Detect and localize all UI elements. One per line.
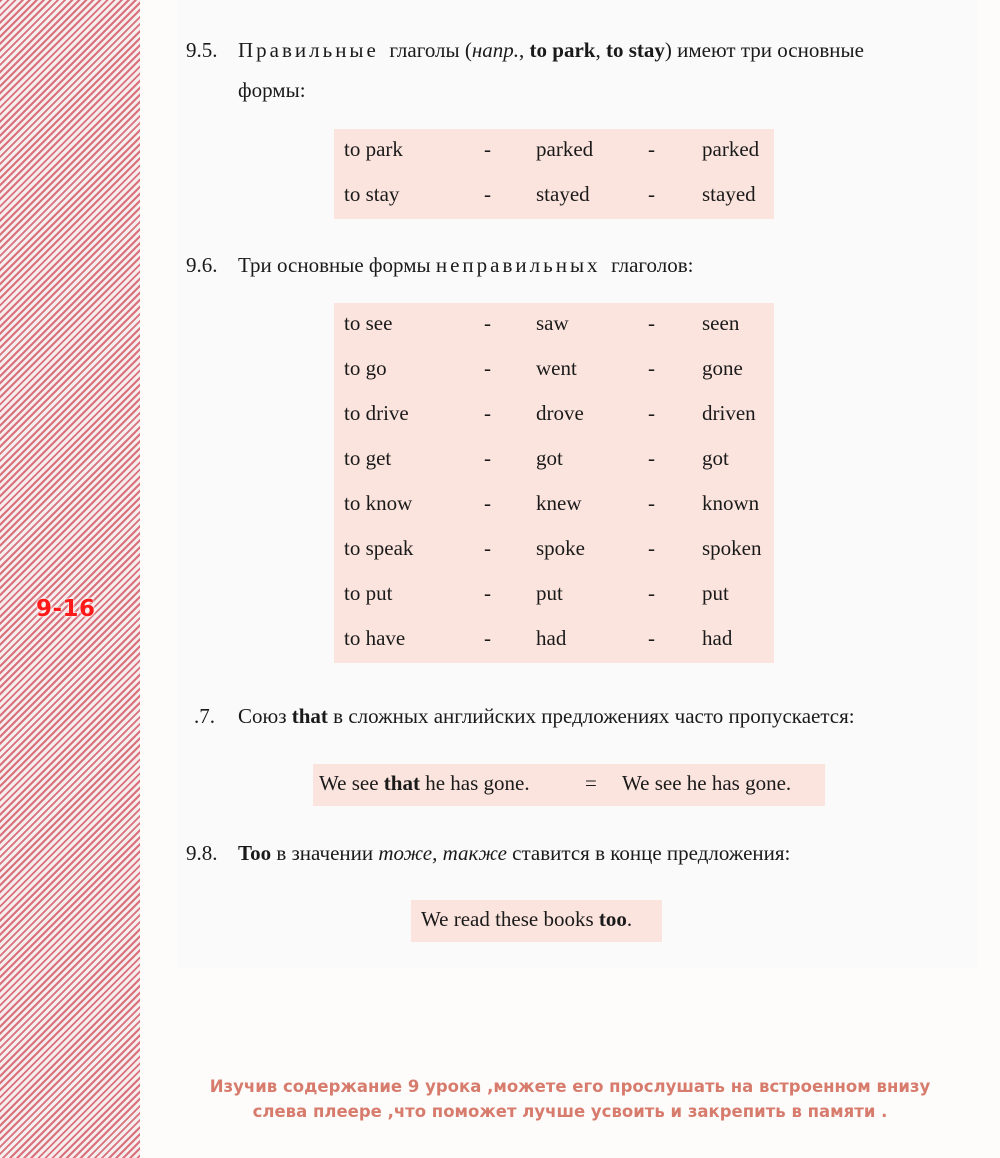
section-9-8 [186, 835, 966, 871]
base-form: to know [344, 491, 413, 515]
base-form: to park [344, 137, 403, 161]
participle-form: gone [702, 356, 743, 380]
example-verb: to park [529, 38, 596, 62]
verb-row [334, 348, 774, 393]
text: ставится в конце предложения: [506, 841, 791, 865]
participle-form: spoken [702, 536, 762, 560]
verb-row [334, 129, 774, 174]
base-form: to go [344, 356, 387, 380]
example-9-7 [313, 764, 825, 806]
base-form: to stay [344, 182, 400, 206]
section-9-5 [186, 32, 966, 68]
dash: - [648, 311, 655, 335]
participle-form: had [702, 626, 733, 650]
verb-row [334, 528, 774, 573]
verb-row [334, 483, 774, 528]
verb-row [334, 618, 774, 663]
footer-note [140, 1074, 1000, 1124]
past-form: spoke [536, 536, 585, 560]
page-number-badge: 9-16 [36, 596, 96, 622]
dash: - [484, 401, 491, 425]
section-number: 9.6. [186, 253, 218, 277]
dash: - [484, 536, 491, 560]
section-number: 9.5. [186, 38, 218, 62]
text: , [519, 38, 530, 62]
irregular-verbs-table [334, 303, 774, 663]
dash: - [648, 446, 655, 470]
section-9-6 [186, 247, 966, 283]
past-form: had [536, 626, 567, 650]
text: We see [319, 771, 384, 795]
dash: - [648, 182, 655, 206]
footer-line-1: Изучив содержание 9 урока ,можете его прослушать на встроенном внизу [209, 1077, 931, 1096]
italic-text: тоже, также [378, 841, 507, 865]
keyword: Too [238, 841, 272, 865]
dash: - [484, 182, 491, 206]
keyword: that [291, 704, 328, 728]
participle-form: stayed [702, 182, 756, 206]
text: глаголов: [611, 253, 694, 277]
past-form: knew [536, 491, 582, 515]
section-9-5-line2: формы: [238, 78, 306, 102]
abbreviation: напр. [471, 38, 520, 62]
text: глаголы ( [389, 38, 472, 62]
past-form: parked [536, 137, 594, 161]
text: в значении [271, 841, 379, 865]
past-form: went [536, 356, 577, 380]
example-right: We see he has gone. [622, 771, 792, 795]
participle-form: known [702, 491, 760, 515]
spaced-word: неправильных [435, 253, 601, 277]
participle-form: got [702, 446, 729, 470]
base-form: to drive [344, 401, 409, 425]
dash: - [648, 356, 655, 380]
past-form: drove [536, 401, 584, 425]
text: ) имеют три основные [664, 38, 864, 62]
base-form: to get [344, 446, 392, 470]
past-form: saw [536, 311, 569, 335]
example-text [421, 907, 632, 932]
text: , [595, 38, 606, 62]
base-form: to have [344, 626, 406, 650]
decorative-stripe [0, 0, 140, 1158]
dash: - [484, 491, 491, 515]
footer-line-2: слева плеере ,что поможет лучше усвоить и закрепить в памяти . [252, 1102, 888, 1121]
keyword: that [383, 771, 420, 795]
dash: - [484, 446, 491, 470]
verb-row [334, 303, 774, 348]
past-form: stayed [536, 182, 590, 206]
base-form: to speak [344, 536, 414, 560]
participle-form: driven [702, 401, 756, 425]
section-9-7 [194, 698, 974, 734]
example-left [319, 771, 530, 796]
section-number: .7. [194, 704, 215, 728]
text: . [626, 907, 633, 931]
equals-sign: = [585, 771, 597, 795]
spaced-word: Правильные [238, 38, 379, 62]
verb-row [334, 393, 774, 438]
dash: - [648, 536, 655, 560]
dash: - [648, 401, 655, 425]
participle-form: put [702, 581, 729, 605]
dash: - [648, 137, 655, 161]
text: в сложных английских предложениях часто пропускается: [333, 704, 855, 728]
example-9-8 [411, 900, 662, 942]
past-form: got [536, 446, 563, 470]
dash: - [484, 311, 491, 335]
dash: - [484, 356, 491, 380]
keyword: too [598, 907, 627, 931]
example-verb: to stay [605, 38, 665, 62]
dash: - [648, 626, 655, 650]
base-form: to see [344, 311, 393, 335]
text: We read these books [421, 907, 599, 931]
dash: - [484, 581, 491, 605]
participle-form: parked [702, 137, 760, 161]
participle-form: seen [702, 311, 740, 335]
verb-row [334, 438, 774, 483]
dash: - [648, 581, 655, 605]
section-number: 9.8. [186, 841, 218, 865]
verb-row [334, 573, 774, 618]
regular-verbs-table [334, 129, 774, 219]
text: Союз [238, 704, 287, 728]
past-form: put [536, 581, 563, 605]
base-form: to put [344, 581, 393, 605]
dash: - [648, 491, 655, 515]
dash: - [484, 137, 491, 161]
text: he has gone. [419, 771, 530, 795]
verb-row [334, 174, 774, 219]
text: Три основные формы [238, 253, 431, 277]
dash: - [484, 626, 491, 650]
